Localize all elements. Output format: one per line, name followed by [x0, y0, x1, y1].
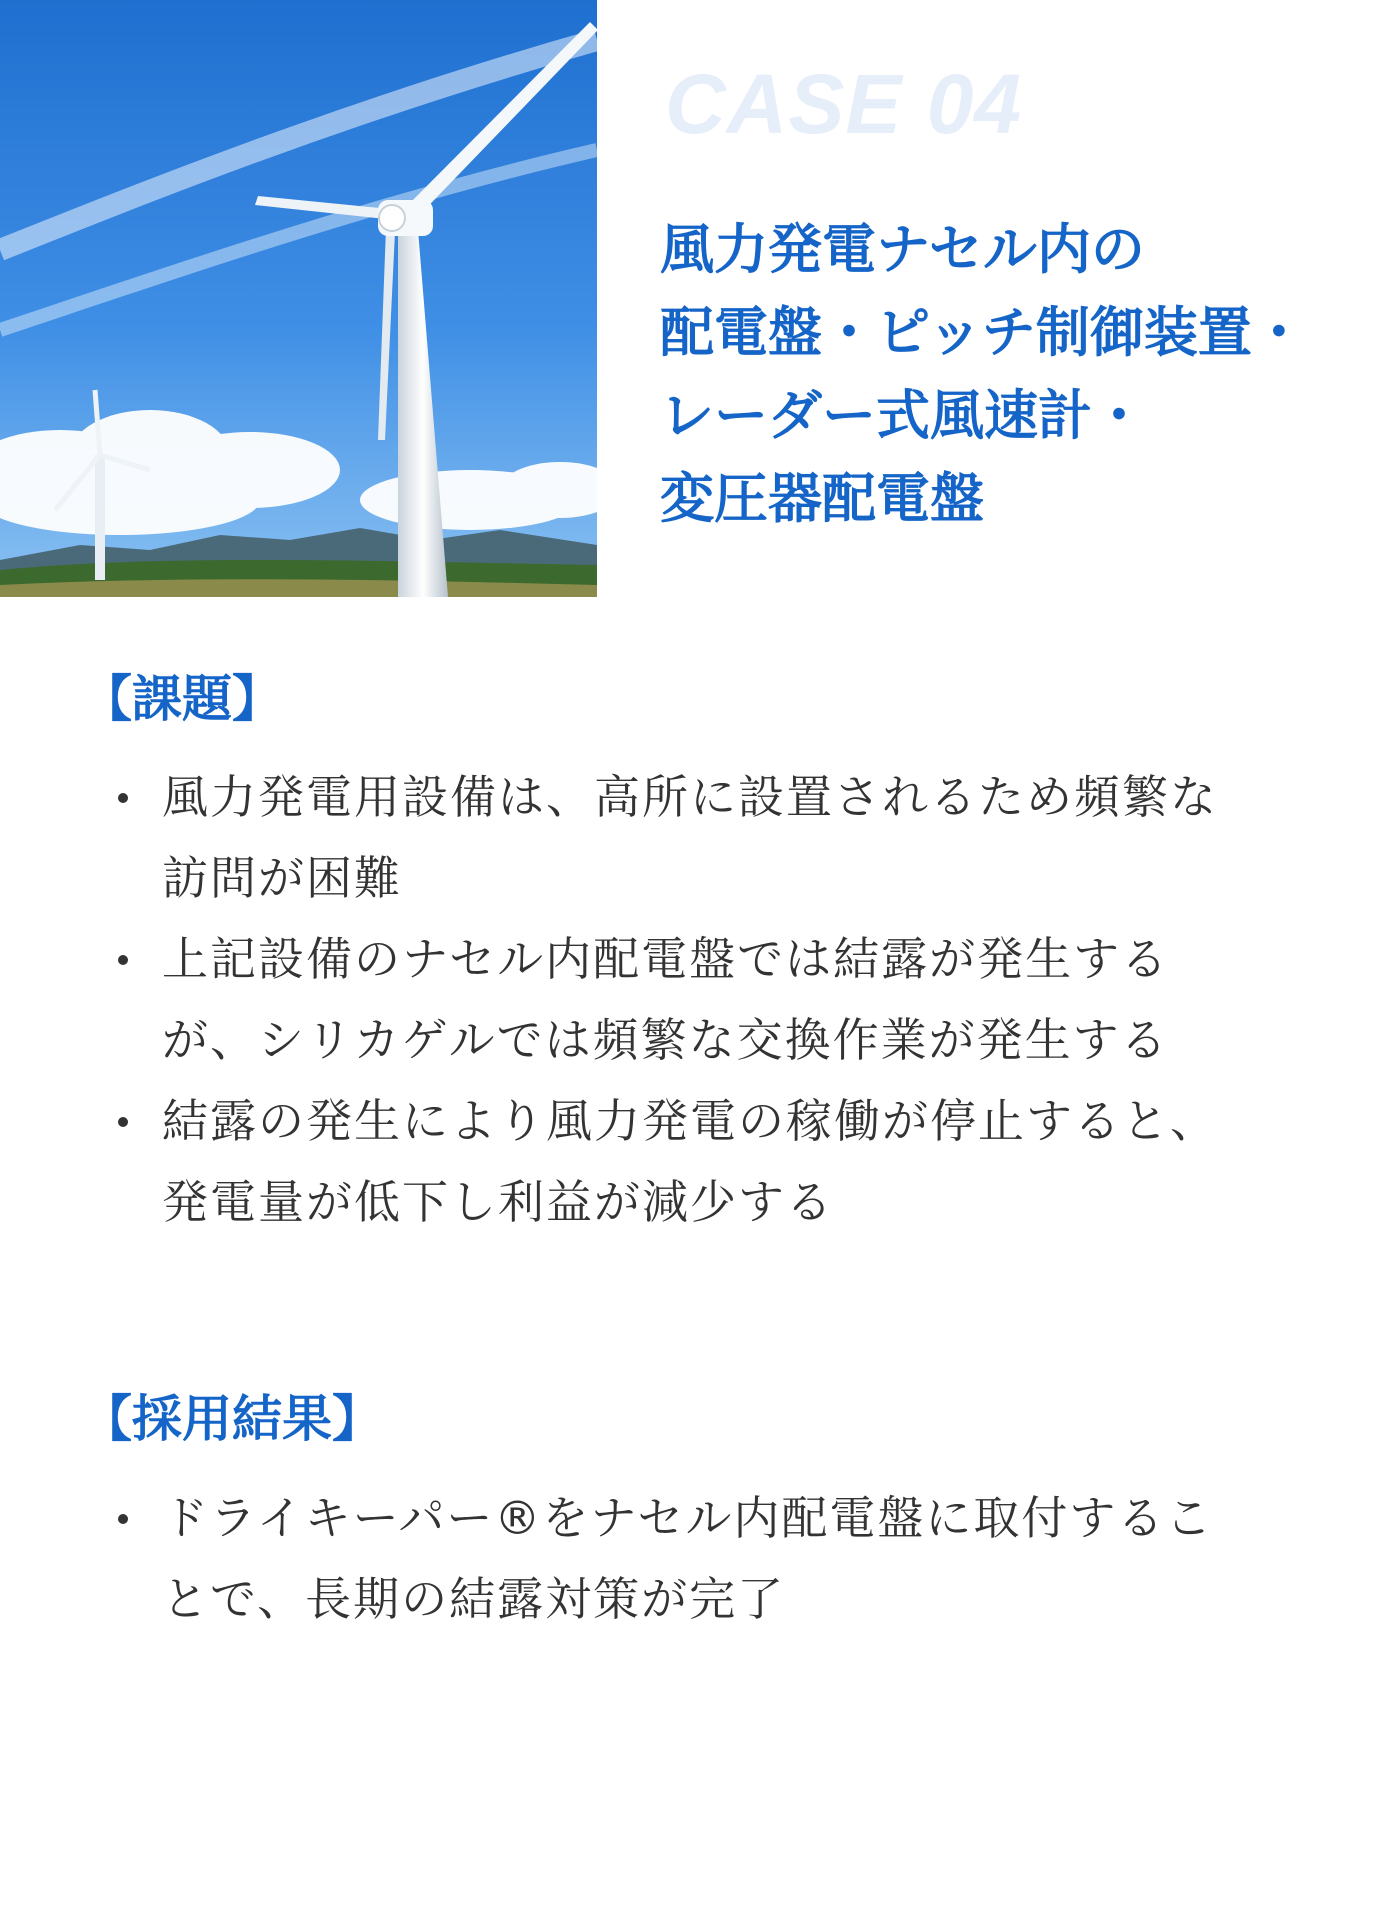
bullet-icon [118, 793, 128, 803]
bullet-icon [118, 1117, 128, 1127]
list-item: 上記設備のナセル内配電盤では結露が発生するが、シリカゲルでは頻繁な交換作業が発生する [112, 919, 1292, 1081]
case-title-line: 配電盤・ピッチ制御装置・ [660, 301, 1306, 364]
bullet-icon [118, 1514, 128, 1524]
issues-heading: 【課題】 [82, 670, 282, 728]
list-item: 風力発電用設備は、高所に設置されるため頻繁な訪問が困難 [112, 757, 1292, 919]
results-heading: 【採用結果】 [82, 1390, 382, 1448]
list-item: ドライキーパー®をナセル内配電盤に取付することで、長期の結露対策が完了 [112, 1478, 1292, 1640]
wind-turbine-photo [0, 0, 597, 597]
results-list [112, 1478, 1292, 1640]
case-number-label: CASE 04 [665, 57, 1023, 151]
case-title-line: レーダー式風速計・ [660, 384, 1146, 447]
case-title-line: 変圧器配電盤 [660, 467, 984, 530]
case-title [660, 208, 1360, 540]
list-item: 結露の発生により風力発電の稼働が停止すると、発電量が低下し利益が減少する [112, 1081, 1292, 1243]
issues-list [112, 757, 1292, 1243]
bullet-icon [118, 955, 128, 965]
case-title-line: 風力発電ナセル内の [660, 218, 1145, 281]
